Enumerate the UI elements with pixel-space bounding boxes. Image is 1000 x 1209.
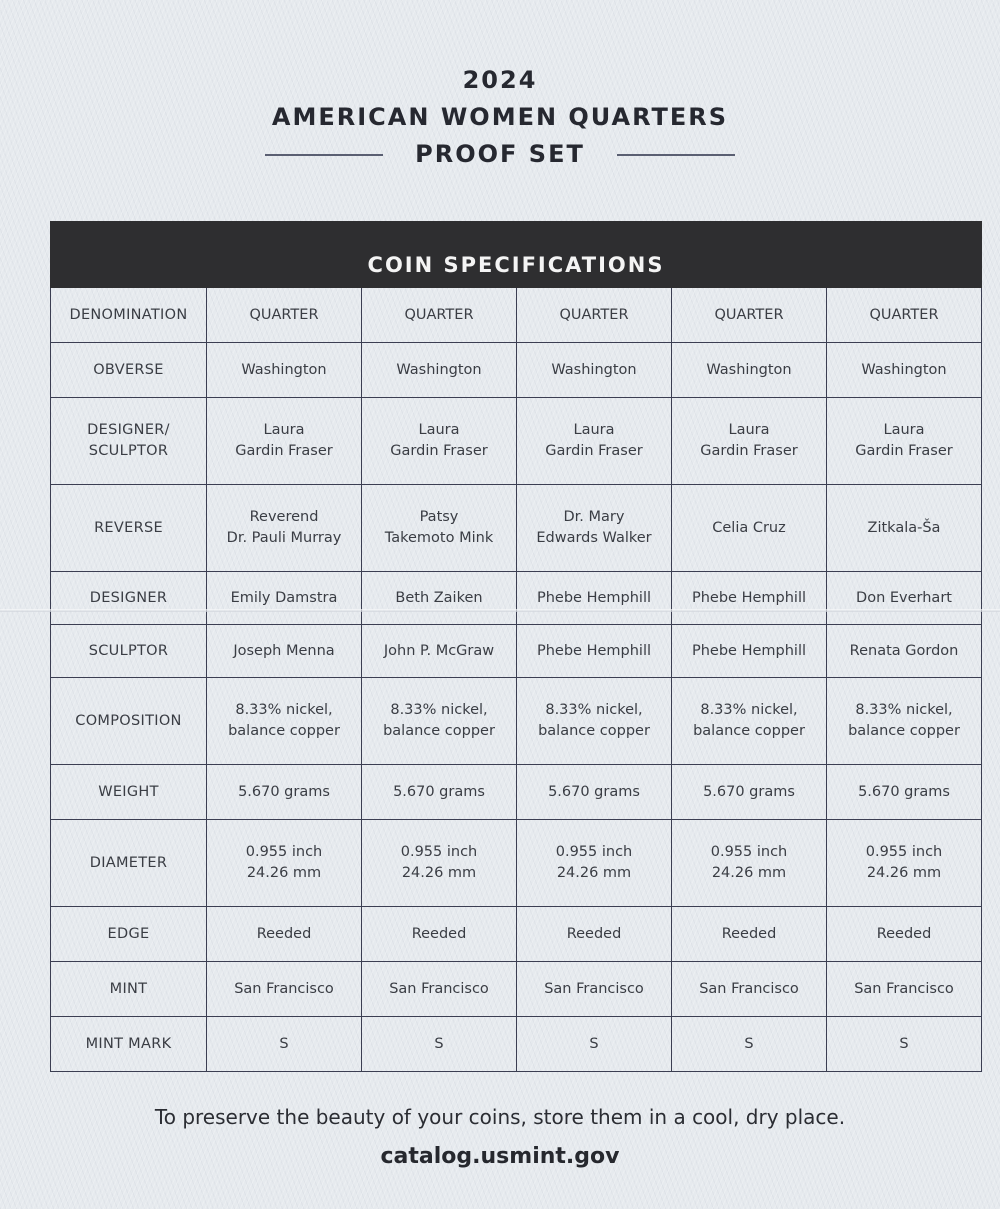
table-cell: Laura Gardin Fraser bbox=[517, 398, 672, 485]
table-cell: 8.33% nickel, balance copper bbox=[362, 678, 517, 765]
table-cell: Phebe Hemphill bbox=[672, 625, 827, 678]
row-label: COMPOSITION bbox=[51, 678, 207, 765]
table-cell: San Francisco bbox=[517, 962, 672, 1017]
table-cell: Joseph Menna bbox=[207, 625, 362, 678]
table-cell: Washington bbox=[672, 343, 827, 398]
table-cell: Phebe Hemphill bbox=[517, 625, 672, 678]
card-fold-line bbox=[0, 609, 1000, 612]
table-cell: Laura Gardin Fraser bbox=[672, 398, 827, 485]
table-cell: 0.955 inch 24.26 mm bbox=[672, 820, 827, 907]
table-cell: S bbox=[827, 1017, 982, 1072]
table-row bbox=[51, 907, 982, 962]
table-cell: San Francisco bbox=[207, 962, 362, 1017]
table-cell: QUARTER bbox=[517, 288, 672, 343]
table-cell: QUARTER bbox=[827, 288, 982, 343]
table-cell: John P. McGraw bbox=[362, 625, 517, 678]
table-cell: Washington bbox=[362, 343, 517, 398]
table-cell: Celia Cruz bbox=[672, 485, 827, 572]
table-cell: QUARTER bbox=[362, 288, 517, 343]
table-cell: Laura Gardin Fraser bbox=[362, 398, 517, 485]
storage-note: To preserve the beauty of your coins, store them in a cool, dry place. bbox=[154, 1105, 846, 1129]
table-cell: Dr. Mary Edwards Walker bbox=[517, 485, 672, 572]
table-cell: Laura Gardin Fraser bbox=[207, 398, 362, 485]
catalog-link[interactable]: catalog.usmint.gov bbox=[380, 1144, 620, 1169]
table-cell: 5.670 grams bbox=[827, 765, 982, 820]
table-cell: QUARTER bbox=[672, 288, 827, 343]
table-cell: Don Everhart bbox=[827, 572, 982, 625]
table-cell: 5.670 grams bbox=[362, 765, 517, 820]
table-cell: Reverend Dr. Pauli Murray bbox=[207, 485, 362, 572]
table-cell: Emily Damstra bbox=[207, 572, 362, 625]
row-label: SCULPTOR bbox=[51, 625, 207, 678]
table-row bbox=[51, 625, 982, 678]
row-label: MINT MARK bbox=[51, 1017, 207, 1072]
table-cell: 8.33% nickel, balance copper bbox=[827, 678, 982, 765]
table-row bbox=[51, 1017, 982, 1072]
table-cell: Washington bbox=[517, 343, 672, 398]
table-cell: 8.33% nickel, balance copper bbox=[672, 678, 827, 765]
table-cell: Phebe Hemphill bbox=[517, 572, 672, 625]
table-body bbox=[51, 288, 982, 1072]
table-cell: Beth Zaiken bbox=[362, 572, 517, 625]
table-cell: S bbox=[517, 1017, 672, 1072]
divider-right bbox=[617, 154, 735, 156]
table-cell: Reeded bbox=[207, 907, 362, 962]
table-banner: COIN SPECIFICATIONS bbox=[51, 222, 982, 288]
table-cell: QUARTER bbox=[207, 288, 362, 343]
table-row bbox=[51, 343, 982, 398]
table-cell: Reeded bbox=[827, 907, 982, 962]
table-cell: 5.670 grams bbox=[207, 765, 362, 820]
table-row bbox=[51, 398, 982, 485]
table-row bbox=[51, 288, 982, 343]
table-cell: 0.955 inch 24.26 mm bbox=[827, 820, 982, 907]
table-row bbox=[51, 572, 982, 625]
coin-specifications-table bbox=[50, 221, 982, 1072]
row-label: DESIGNER/ SCULPTOR bbox=[51, 398, 207, 485]
table-cell: 0.955 inch 24.26 mm bbox=[517, 820, 672, 907]
table-cell: Washington bbox=[207, 343, 362, 398]
row-label: EDGE bbox=[51, 907, 207, 962]
table-cell: Reeded bbox=[362, 907, 517, 962]
table-cell: 0.955 inch 24.26 mm bbox=[207, 820, 362, 907]
row-label: DIAMETER bbox=[51, 820, 207, 907]
footer bbox=[0, 1102, 1000, 1169]
row-label: WEIGHT bbox=[51, 765, 207, 820]
row-label: OBVERSE bbox=[51, 343, 207, 398]
table-cell: S bbox=[207, 1017, 362, 1072]
row-label: DESIGNER bbox=[51, 572, 207, 625]
title-main: AMERICAN WOMEN QUARTERS bbox=[271, 103, 729, 131]
title-year: 2024 bbox=[462, 66, 538, 94]
table-cell: Laura Gardin Fraser bbox=[827, 398, 982, 485]
table-cell: Zitkala-Ša bbox=[827, 485, 982, 572]
table-cell: 8.33% nickel, balance copper bbox=[517, 678, 672, 765]
table-cell: San Francisco bbox=[362, 962, 517, 1017]
table-row bbox=[51, 820, 982, 907]
table-cell: San Francisco bbox=[827, 962, 982, 1017]
title-subtitle: PROOF SET bbox=[415, 140, 585, 168]
table-cell: S bbox=[362, 1017, 517, 1072]
table-row bbox=[51, 765, 982, 820]
table-row bbox=[51, 962, 982, 1017]
table-cell: Washington bbox=[827, 343, 982, 398]
table-cell: 0.955 inch 24.26 mm bbox=[362, 820, 517, 907]
table-cell: Patsy Takemoto Mink bbox=[362, 485, 517, 572]
divider-left bbox=[265, 154, 383, 156]
table-cell: Renata Gordon bbox=[827, 625, 982, 678]
table-row bbox=[51, 485, 982, 572]
table-cell: S bbox=[672, 1017, 827, 1072]
row-label: MINT bbox=[51, 962, 207, 1017]
row-label: REVERSE bbox=[51, 485, 207, 572]
table-row bbox=[51, 678, 982, 765]
title-block bbox=[0, 62, 1000, 173]
table-cell: Phebe Hemphill bbox=[672, 572, 827, 625]
row-label: DENOMINATION bbox=[51, 288, 207, 343]
table-cell: San Francisco bbox=[672, 962, 827, 1017]
table-cell: 5.670 grams bbox=[517, 765, 672, 820]
table-cell: Reeded bbox=[517, 907, 672, 962]
table-cell: Reeded bbox=[672, 907, 827, 962]
table-cell: 8.33% nickel, balance copper bbox=[207, 678, 362, 765]
title-subtitle-row bbox=[0, 136, 1000, 173]
table-cell: 5.670 grams bbox=[672, 765, 827, 820]
